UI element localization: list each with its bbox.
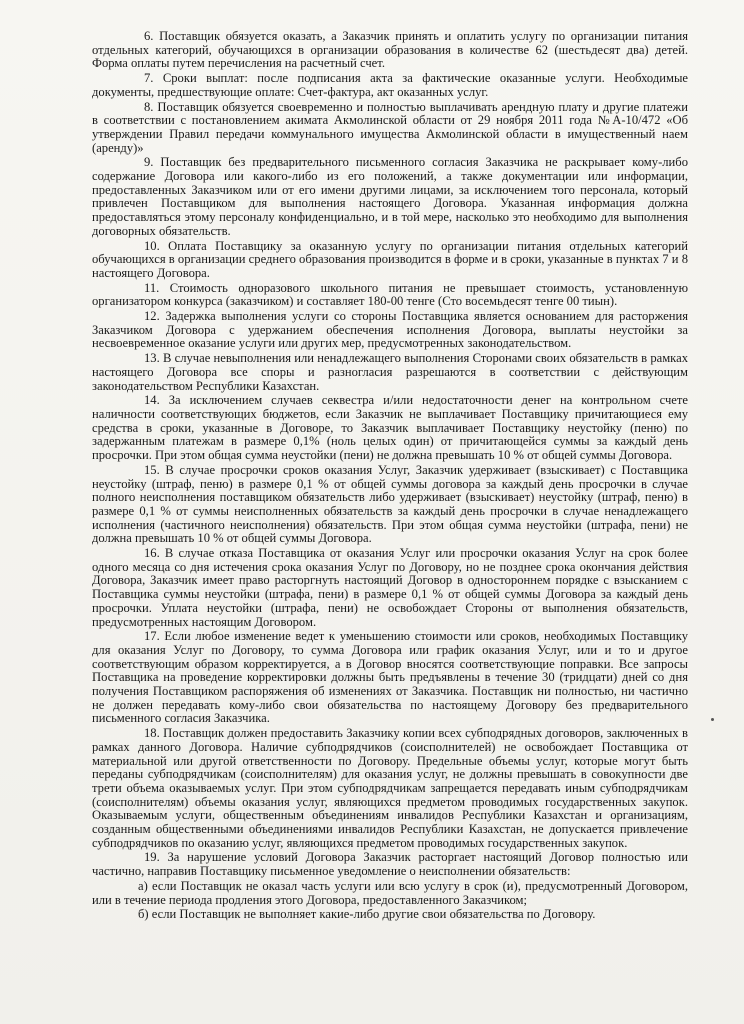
clause-9: 9. Поставщик без предварительного письменного согласия Заказчика не раскрывает кому-либо содержание Договора или какого-либо из его положений, а также документации или информации, предоставленных Заказчиком или от его имени другими лицами, за исключением того персонала, который привлечен Поставщиком для выполнения настоящего Договора. Указанная информация должна предоставляться этому персоналу конфиденциально, и в той мере, насколько это необходимо для выполнения договорных обязательств.: [92, 155, 688, 238]
clause-15: 15. В случае просрочки сроков оказания Услуг, Заказчик удерживает (взыскивает) с Поставщика неустойку (штраф, пеню) в размере 0,1 % от общей суммы договора за каждый день просрочки в случае полного неисполнения поставщиком обязательств либо удерживает (взыскивает) неустойку (штраф, пеню) в размере 0,1 % от суммы неисполненных обязательств за каждый день просрочки в случае ненадлежащего исполнения (частичного неисполнения) обязательств. При этом общая сумма неустойки (штрафа, пени) не должна превышать 10 % от общей суммы Договора.: [92, 462, 688, 546]
clause-10: 10. Оплата Поставщику за оказанную услугу по организации питания отдельных категорий обучающихся в организации среднего образования производится в форме и в сроки, указанные в пунктах 7 и 8 настоящего Договора.: [92, 238, 688, 280]
clause-11: 11. Стоимость одноразового школьного питания не превышает стоимость, установленную организатором конкурса (заказчиком) и составляет 180-00 тенге (Сто восемьдесят тенге 00 тиын).: [92, 280, 688, 309]
clause-8: 8. Поставщик обязуется своевременно и полностью выплачивать арендную плату и другие платежи в соответствии с постановлением акимата Акмолинской области от 29 ноября 2011 года №А-10/472 «Об утверждении Правил передачи коммунального имущества Акмолинской области в имущественный наем (аренду)»: [92, 99, 688, 155]
clause-6: 6. Поставщик обязуется оказать, а Заказчик принять и оплатить услугу по организации питания отдельных категорий, обучающихся в организации образования в количестве 62 (шестьдесят два) детей. Форма оплаты путем перечисления на расчетный счет.: [92, 29, 688, 71]
clause-18: 18. Поставщик должен предоставить Заказчику копии всех субподрядных договоров, заключенных в рамках данного Договора. Наличие субподрядчиков (соисполнителей) не освобождает Поставщика от материальной или другой ответственности по Договору. Предельные объемы услуг, которые могут быть переданы субподрядчикам (соисполнителям) для оказания услуг, не должны превышать в совокупности две трети объема оказываемых услуг. При этом субподрядчикам запрещается передавать иным субподрядчикам (соисполнителям) объемы оказания услуг, являющихся предметом проводимых государственных закупок. Оказываемым услуги, общественным объединениям инвалидов Республики Казахстан и организациям, созданным общественными объединениями инвалидов Республики Казахстан, не допускается привлечение субподрядчиков по оказанию услуг, являющихся предметом проводимых государственных закупок.: [92, 726, 688, 850]
clause-16: 16. В случае отказа Поставщика от оказания Услуг или просрочки оказания Услуг на срок более одного месяца со дня истечения срока оказания Услуг по Договору, но не позднее срока окончания действия Договора, Заказчик имеет право расторгнуть настоящий Договор в одностороннем порядке с взысканием с Поставщика суммы неустойки (штрафа, пени) в размере 0,1 % от общей суммы Договора за каждый день просрочки. Уплата неустойки (штрафа, пени) не освобождает Стороны от выполнения обязательств, предусмотренных настоящим Договором.: [92, 546, 688, 629]
contract-text: [92, 30, 688, 922]
clause-17: 17. Если любое изменение ведет к уменьшению стоимости или сроков, необходимых Поставщику для оказания Услуг по Договору, то сумма Договора или график оказания Услуг, или и то и другое соответствующим образом корректируется, а в Договор вносятся соответствующие поправки. Все запросы Поставщика на проведение корректировки должны быть предъявлены в течение 30 (тридцати) дней со дня получения Поставщиком распоряжения об изменениях от Заказчика. Поставщик ни полностью, ни частично не должен передавать кому-либо свои обязательства по настоящему Договору без предварительного письменного согласия Заказчика.: [92, 629, 688, 726]
scan-speck: [711, 718, 714, 721]
clause-12: 12. Задержка выполнения услуги со стороны Поставщика является основанием для расторжения Заказчиком Договора с удержанием обеспечения исполнения Договора, выплаты неустойки за несвоевременное оказание услуги или других мер, предусмотренных законодательством.: [92, 309, 688, 351]
clause-14: 14. За исключением случаев секвестра и/или недостаточности денег на контрольном счете наличности соответствующих бюджетов, если Заказчик не выплачивает Поставщику причитающиеся ему средства в сроки, указанные в Договоре, то Заказчик выплачивает Поставщику неустойку (пеню) по задержанным платежам в размере 0,1% (ноль целых один) от причитающейся суммы за каждый день просрочки. При этом общая сумма неустойки (пени) не должна превышать 10 % от общей суммы Договора.: [92, 393, 688, 463]
clause-19-item-b: б) если Поставщик не выполняет какие-либо другие свои обязательства по Договору.: [138, 907, 596, 922]
clause-7: 7. Сроки выплат: после подписания акта за фактические оказанные услуги. Необходимые документы, предшествующие оплате: Счет-фактура, акт оказанных услуг.: [92, 71, 688, 99]
clause-19-item-a: а) если Поставщик не оказал часть услуги или всю услугу в срок (и), предусмотренный Договором, или в течение периода продления этого Договора, предоставленного Заказчиком;: [92, 878, 688, 907]
clause-13: 13. В случае невыполнения или ненадлежащего выполнения Сторонами своих обязательств в рамках настоящего Договора все споры и разногласия разрешаются в соответствии с действующим законодательством Республики Казахстан.: [92, 351, 688, 393]
clause-19: 19. За нарушение условий Договора Заказчик расторгает настоящий Договор полностью или частично, направив Поставщику письменное уведомление о неисполнении обязательств:: [92, 850, 688, 879]
